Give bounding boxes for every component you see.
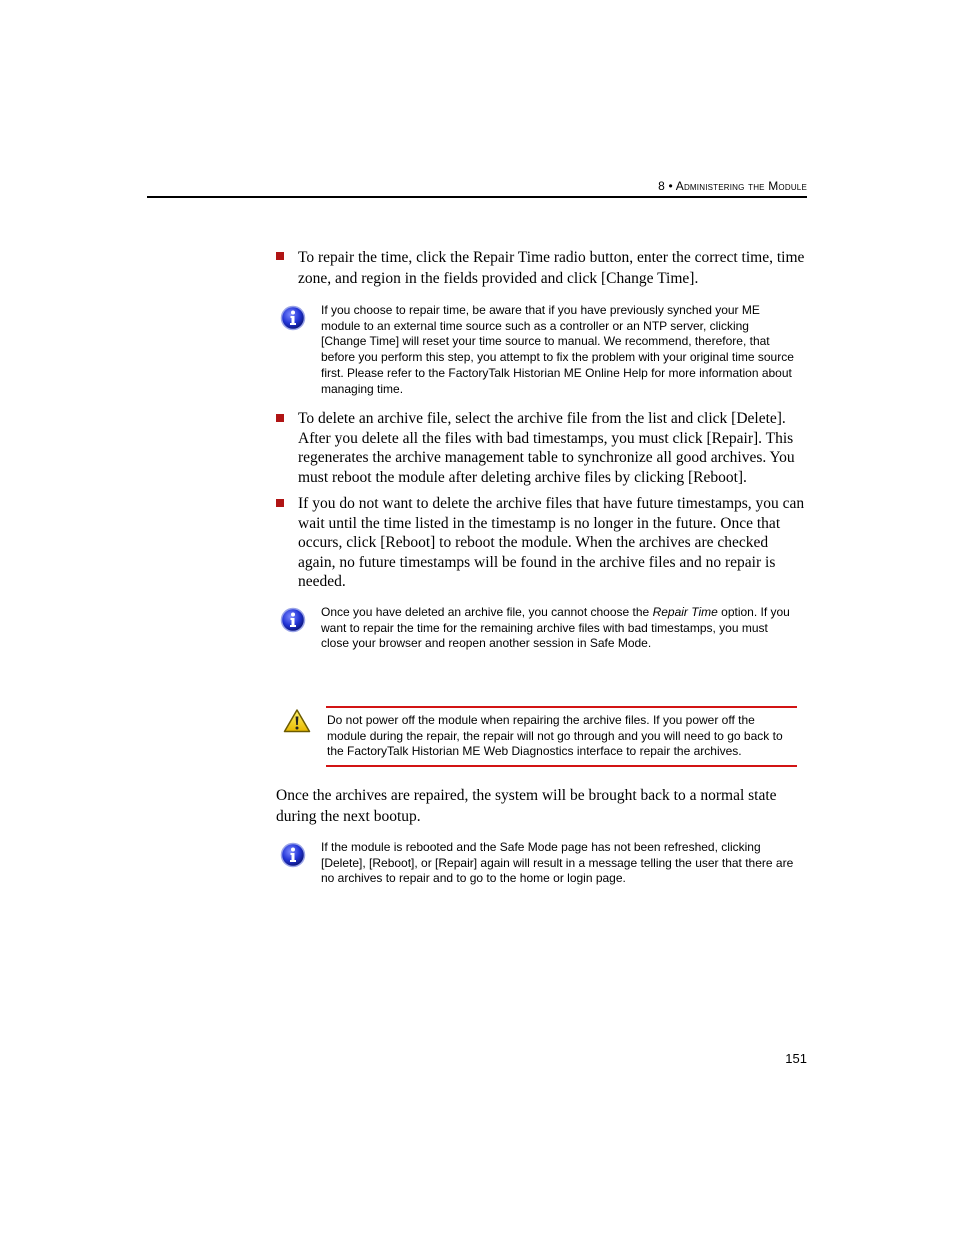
note-text: If you choose to repair time, be aware that if you have previously synched your ME module to an external time source such as a controller or an NTP server, clicking [Change Time] will reset your time source to manual. We recommend, therefore, that before you perform this step, you attempt to fix the problem with your original time source first. Please refer to the FactoryTalk Historian ME Online Help for more information about managing time. [321,303,794,396]
warning-icon [283,708,311,734]
note-text: Once you have deleted an archive file, you cannot choose the Repair Time option. If you want to repair the time for the remaining archive files with bad timestamps, you must close your browser and reopen another session in Safe Mode. [321,605,790,651]
info-icon [280,305,306,331]
bullet-marker [276,499,284,507]
bullet-text: To repair the time, click the Repair Time radio button, enter the correct time, time zone, and region in the fields provided and click [Change Time]. [298,249,805,287]
chapter-title: 8 • Administering the Module [658,179,807,193]
warning-box [326,706,797,767]
bullet-text: To delete an archive file, select the archive file from the list and click [Delete]. After you delete all the files with bad timestamps, you must click [Repair]. This regenerates the archive management table to synchronize all good archives. You must reboot the module after deleting archive files by clicking [Reboot]. [298,410,795,486]
page-number: 151 [785,1051,807,1066]
info-icon [280,842,306,868]
warning-callout [283,706,803,766]
emphasis-repair-time: Repair Time [652,605,718,619]
bullet-marker [276,414,284,422]
bullet-marker [276,252,284,260]
info-icon [280,607,306,633]
body-paragraph: Once the archives are repaired, the system will be brought back to a normal state during the next bootup. [276,787,777,825]
warning-text: Do not power off the module when repairing the archive files. If you power off the module during the repair, the repair will not go through and you will need to go back to the FactoryTalk Historian ME Web Diagnostics interface to repair the archives. [327,713,783,759]
running-header [147,176,807,198]
bullet-text: If you do not want to delete the archive files that have future timestamps, you can wait until the time listed in the timestamp is no longer in the future. Once that occurs, click [Reboot] to reboot the module. When the archives are checked again, no future timestamps will be found in the archive files and no repair is needed. [298,495,805,590]
note-text: If the module is rebooted and the Safe Mode page has not been refreshed, clicking [Delete], [Reboot], or [Repair] again will result in a message telling the user that there are no archives to repair and to go to the home or login page. [321,840,794,886]
